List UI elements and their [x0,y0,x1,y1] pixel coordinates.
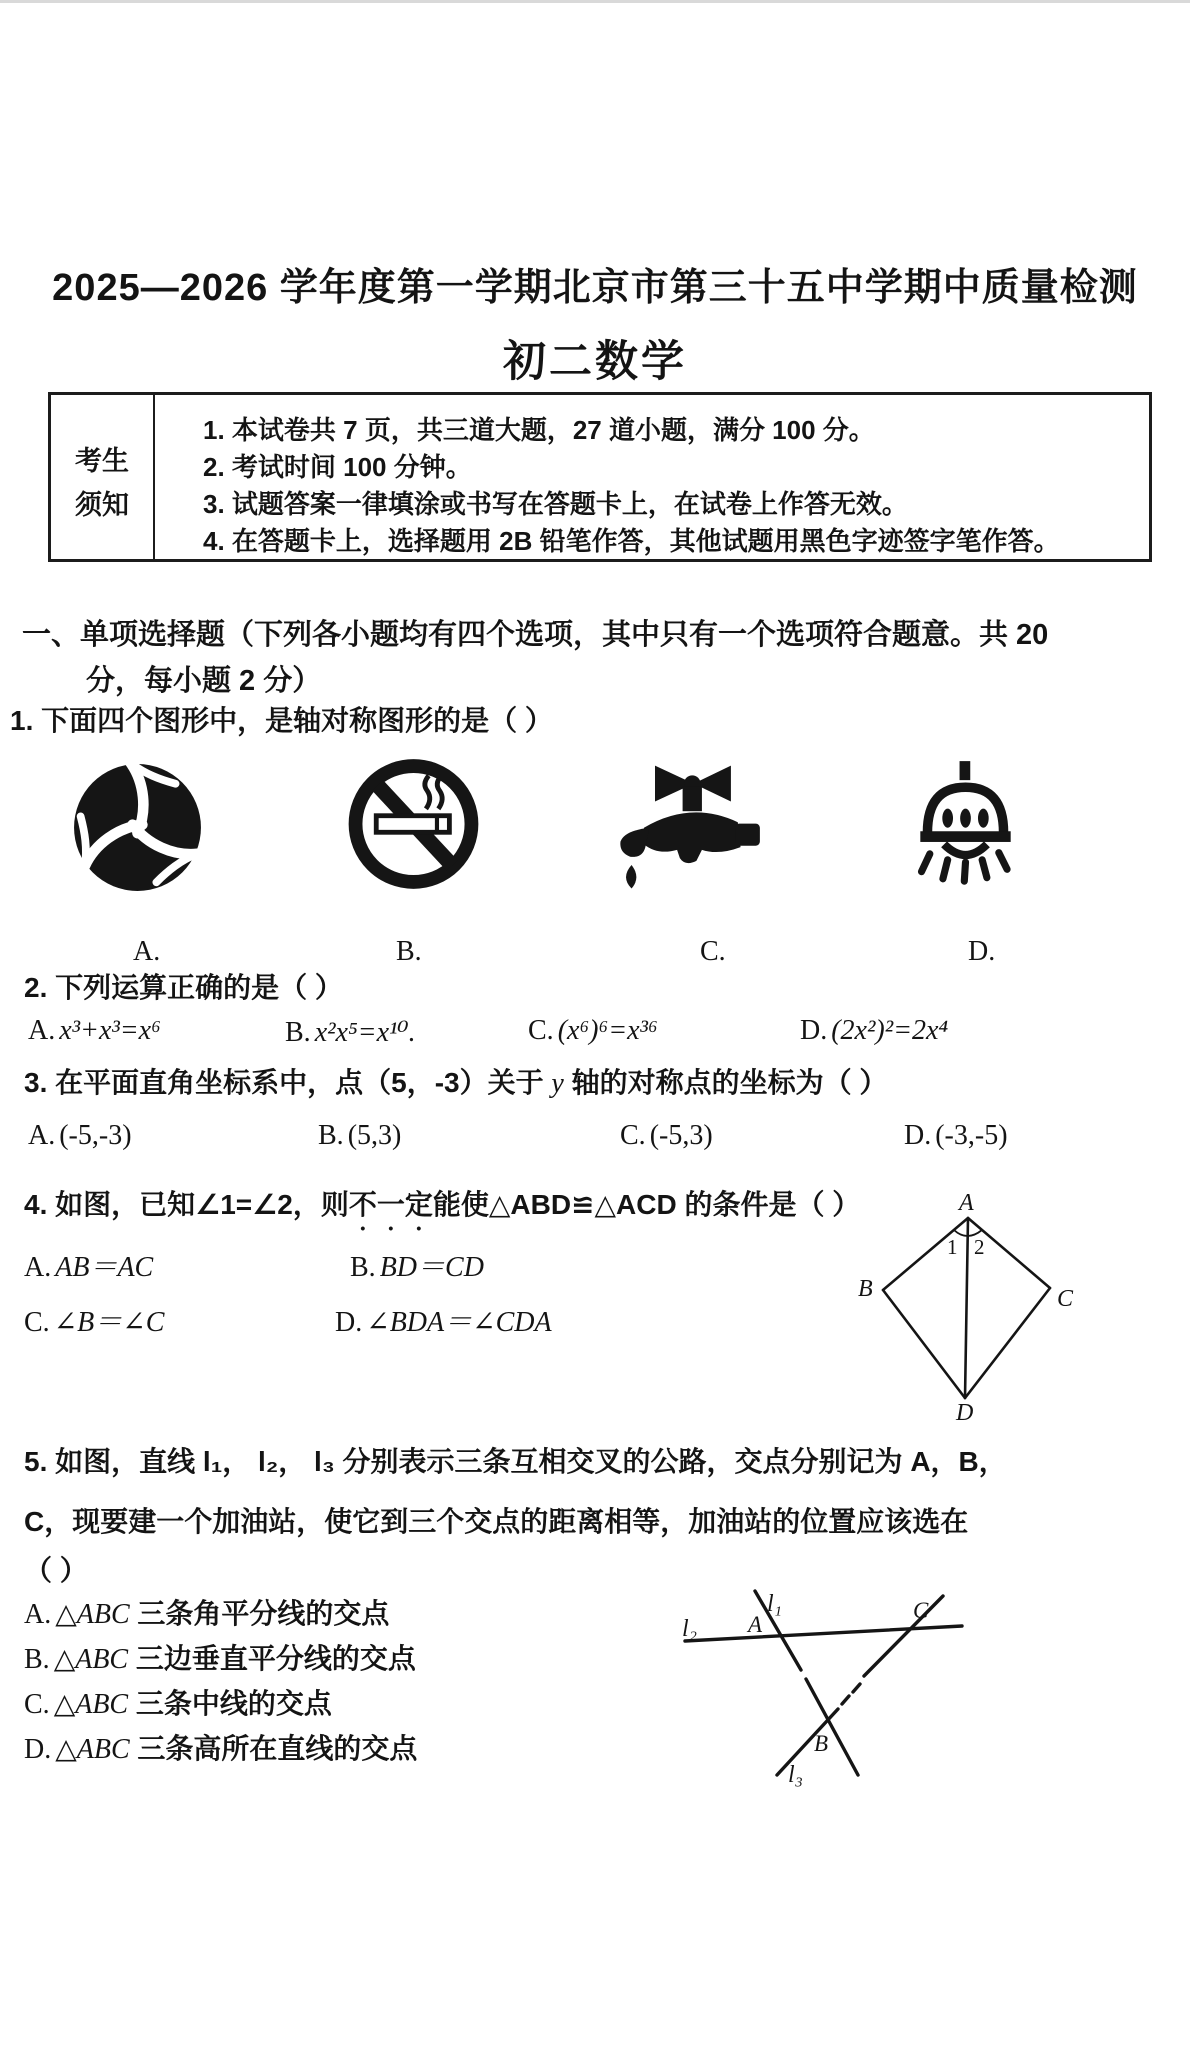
q5-option-c-triangle: △ABC [53,1689,129,1720]
scan-edge-artifact [0,0,1190,3]
kite-angle-1-label: 1 [947,1235,958,1259]
q4-option-c-label: C. [24,1307,50,1338]
q5-option-b-triangle: △ABC [53,1644,129,1675]
q4-option-d-label: D. [335,1307,363,1338]
q4-option-c [24,1300,164,1340]
q4-option-c-value: ∠B＝∠C [53,1307,165,1338]
notice-label-top: 考生 [75,446,129,476]
q5-option-d-triangle: △ABC [55,1734,130,1765]
notice-item-2: 2. 考试时间 100 分钟。 [203,452,472,482]
q2-option-d-label: D. [800,1015,828,1046]
q4-option-b [350,1245,484,1285]
q2-option-a-label: A. [28,1015,56,1046]
q2-option-b-formula: x²x⁵=x¹⁰. [314,1017,416,1048]
road-l3-upper-segment [864,1596,943,1676]
q3-option-a-value: (-5,-3) [59,1120,132,1151]
q2-option-c-formula: (x⁶)⁶=x³⁶ [557,1015,658,1046]
shower-head-icon [912,759,1019,894]
notice-box [48,392,1152,562]
q5-option-b-text: 三边垂直平分线的交点 [128,1643,416,1674]
q5-option-a-triangle: △ABC [55,1599,130,1630]
q5-option-a [24,1592,389,1632]
notice-item-3: 3. 试题答案一律填涂或书写在答题卡上，在试卷上作答无效。 [203,489,908,519]
q1-option-c-letter: C. [700,936,726,967]
question-3-text [24,1061,887,1101]
q3-text-before: 3. 在平面直角坐标系中，点（5，-3）关于 [24,1067,552,1098]
kite-vertex-d-label: D [956,1400,974,1426]
section-one-heading-line2: 分，每小题 2 分） [86,665,322,697]
notice-label-bottom: 须知 [75,490,129,520]
question-4-text [24,1183,860,1236]
q3-option-d [904,1120,1008,1152]
road-l1-label: l₁ [767,1591,783,1617]
q3-option-c-label: C. [620,1120,646,1151]
road-point-b-label: B [814,1731,829,1756]
q2-option-d-formula: (2x²)²=2x⁴ [831,1015,949,1046]
question-2-text: 2. 下列运算正确的是（ ） [24,972,343,1003]
q3-option-b-label: B. [318,1120,344,1151]
dripping-faucet-icon [613,756,766,894]
q5-option-a-text: 三条角平分线的交点 [129,1598,390,1629]
q3-text-variable: y [551,1068,564,1099]
q3-option-a-label: A. [28,1120,56,1151]
notice-box-divider [153,395,155,559]
q5-option-c-label: C. [24,1689,50,1720]
q5-option-d [24,1727,417,1767]
q4-option-b-label: B. [350,1252,376,1283]
q4-option-b-value: BD＝CD [379,1252,484,1283]
q5-roads-figure [670,1578,980,1788]
section-one-heading-line1: 一、单项选择题（下列各小题均有四个选项，其中只有一个选项符合题意。共 20 [22,619,1049,651]
q3-option-d-label: D. [904,1120,932,1151]
kite-angle-2-label: 2 [974,1235,985,1259]
q4-text-after: 能使△ABD≌△ACD 的条件是（ ） [432,1189,861,1220]
q3-option-a [28,1120,132,1152]
road-point-a-label: A [748,1612,763,1637]
road-l3-lower-segment [777,1709,838,1775]
q1-option-b-letter: B. [396,936,422,967]
q2-option-a [28,1015,161,1047]
q5-option-c [24,1682,332,1722]
notice-item-1: 1. 本试卷共 7 页，共三道大题，27 道小题，满分 100 分。 [203,415,875,445]
kite-vertex-b-label: B [858,1276,873,1302]
kite-vertex-c-label: C [1057,1286,1074,1312]
q3-option-c [620,1120,713,1152]
q4-option-a [24,1245,153,1285]
q2-option-b-label: B. [285,1017,311,1048]
exam-subject-title: 初二数学 [503,338,687,386]
no-smoking-icon [337,755,490,893]
q4-text-before: 4. 如图，已知∠1=∠2，则 [24,1189,349,1220]
q2-option-c-label: C. [528,1015,554,1046]
q4-option-a-label: A. [24,1252,52,1283]
q2-option-a-formula: x³+x³=x⁶ [59,1015,161,1046]
q4-option-d-value: ∠BDA＝∠CDA [366,1307,552,1338]
kite-vertex-a-label: A [959,1190,974,1216]
road-l2-line [685,1626,962,1641]
q1-option-d-letter: D. [968,936,996,967]
pinwheel-logo-icon [57,757,218,898]
q4-option-d [335,1300,552,1340]
q5-option-d-label: D. [24,1734,52,1765]
q3-text-after: 轴的对称点的坐标为（ ） [563,1067,888,1098]
notice-item-4: 4. 在答题卡上，选择题用 2B 铅笔作答，其他试题用黑色字迹签字笔作答。 [203,526,1060,556]
question-1-text: 1. 下面四个图形中，是轴对称图形的是（ ） [10,705,553,736]
q4-option-a-value: AB＝AC [55,1252,154,1283]
q3-option-b [318,1120,401,1152]
q4-text-emphasized: 不一定 [348,1189,433,1220]
q5-option-b-label: B. [24,1644,50,1675]
q5-option-b [24,1637,416,1677]
q2-option-b [285,1015,416,1049]
question-5-line3: （ ） [24,1555,88,1586]
road-l2-label: l₂ [682,1616,698,1642]
q3-option-d-value: (-3,-5) [935,1120,1008,1151]
q5-option-d-text: 三条高所在直线的交点 [129,1733,418,1764]
road-l3-label: l₃ [788,1762,804,1788]
q3-option-b-value: (5,3) [347,1120,402,1151]
road-point-c-label: C [913,1598,929,1623]
question-5-line2: C，现要建一个加油站，使它到三个交点的距离相等，加油站的位置应该选在 [24,1506,969,1537]
q5-option-c-text: 三条中线的交点 [128,1688,332,1719]
road-l1-lower-segment [806,1679,858,1775]
q2-option-d [800,1015,948,1047]
q3-option-c-value: (-5,3) [649,1120,713,1151]
q1-option-a-letter: A. [133,936,161,967]
q2-option-c [528,1015,658,1047]
q4-kite-figure [838,1192,1090,1424]
exam-title: 2025—2026 学年度第一学期北京市第三十五中学期中质量检测 [52,267,1138,309]
question-5-line1: 5. 如图，直线 l₁， l₂， l₃ 分别表示三条互相交叉的公路，交点分别记为 A，B， [24,1446,1007,1477]
q5-option-a-label: A. [24,1599,52,1630]
